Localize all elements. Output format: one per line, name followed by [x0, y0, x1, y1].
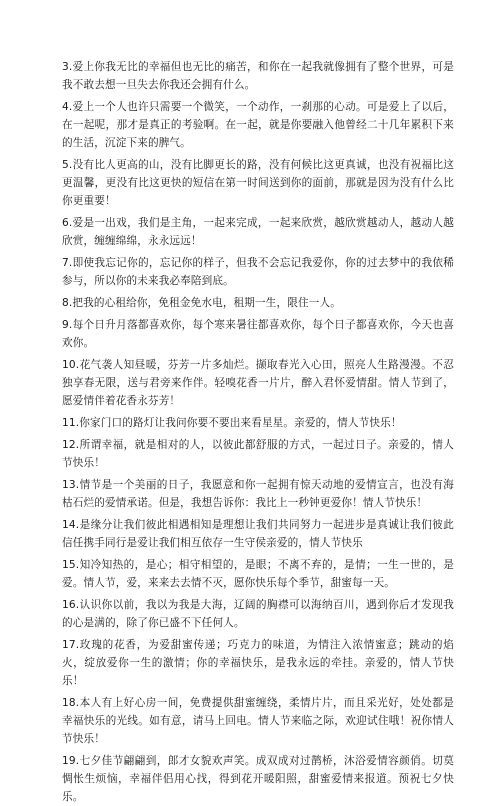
entry-19: 19.七夕佳节翩翩到，郎才女貌欢声笑。成双成对过鹊桥，沐浴爱情容颜俏。切莫惆怅生烦恼，幸福伴侣用心找，得到花开暖阳照，甜蜜爱情来报道。预祝七夕快乐。 — [62, 755, 454, 803]
entry-6: 6.爱是一出戏，我们是主角，一起来完成，一起来欣赏，越欣赏越动人，越动人越欣赏，缠缠绵绵，永永远远！ — [62, 217, 454, 247]
entry-4: 4.爱上一个人也许只需要一个微笑，一个动作，一刹那的心动。可是爱上了以后，在一起呢，那才是真正的考验啊。在一起，就是你要融入他曾经二十几年累积下来的生活，沉淀下来的脾气。 — [62, 101, 454, 149]
entry-3: 3.爱上你我无比的幸福但也无比的痛苦，和你在一起我就像拥有了整个世界，可是我不敢去想一旦失去你我还会拥有什么。 — [62, 61, 454, 91]
entry-16: 16.认识你以前，我以为我是大海，辽阔的胸襟可以海纳百川，遇到你后才发现我的心是满的，除了你已盛不下任何人。 — [62, 599, 454, 629]
entry-11: 11.你家门口的路灯让我问你要不要出来看星星。亲爱的，情人节快乐！ — [62, 417, 402, 429]
entry-14: 14.是缘分让我们彼此相遇相知是理想让我们共同努力一起进步是真诚让我们彼此信任携手同行是爱让我们相互依存一生守侯亲爱的，情人节快乐 — [62, 519, 454, 549]
entry-17: 17.玫瑰的花香，为爱甜蜜传递；巧克力的味道，为情注入浓情蜜意；跳动的焰火，绽放爱你一生的激情；你的幸福快乐，是我永远的牵挂。亲爱的，情人节快乐！ — [62, 639, 454, 687]
entry-13: 13.情节是一个美丽的日子，我愿意和你一起拥有惊天动地的爱情宣言，也没有海枯石烂的爱情承诺。但是，我想告诉你：我比上一秒钟更爱你！情人节快乐！ — [62, 479, 454, 509]
entry-5: 5.没有比人更高的山，没有比脚更长的路，没有何候比这更真诚，也没有祝福比这更温馨，更没有比这更快的短信在第一时间送到你的面前，那就是因为没有什么比你更重要！ — [62, 159, 454, 207]
entry-12: 12.所谓幸福，就是相对的人，以彼此都舒服的方式，一起过日子。亲爱的，情人节快乐！ — [62, 439, 454, 469]
entry-8: 8.把我的心租给你，免租金免水电，租期一生，限住一人。 — [62, 297, 341, 309]
entry-10: 10.花气袭人知昼暖，芬芳一片多灿烂。撷取春光入心田，照亮人生路漫漫。不忍独享春无限，送与君旁来作伴。轻嗅花香一片片，醉入君怀爱情甜。情人节到了，愿爱情伴着花香永芬芳！ — [62, 359, 454, 407]
entry-18: 18.本人有上好心房一间，免费提供甜蜜缠绕，柔情片片，而且采光好，处处都是幸福快乐的光线。如有意，请马上回电。情人节来临之际，欢迎试住哦！祝你情人节快乐！ — [62, 697, 454, 745]
entry-9: 9.每个日升月落都喜欢你，每个寒来暑往都喜欢你，每个日子都喜欢你，今天也喜欢你。 — [62, 319, 454, 349]
entry-15: 15.知冷知热的，是心；相守相望的，是眼；不离不弃的，是情；一生一世的，是爱。情人节，爱，来来去去情不灭，愿你快乐每个季节，甜蜜每一天。 — [62, 559, 454, 589]
entry-7: 7.即使我忘记你的，忘记你的样子，但我不会忘记我爱你，你的过去梦中的我依稀参与，所以你的未来我必奉陪到底。 — [62, 257, 454, 287]
